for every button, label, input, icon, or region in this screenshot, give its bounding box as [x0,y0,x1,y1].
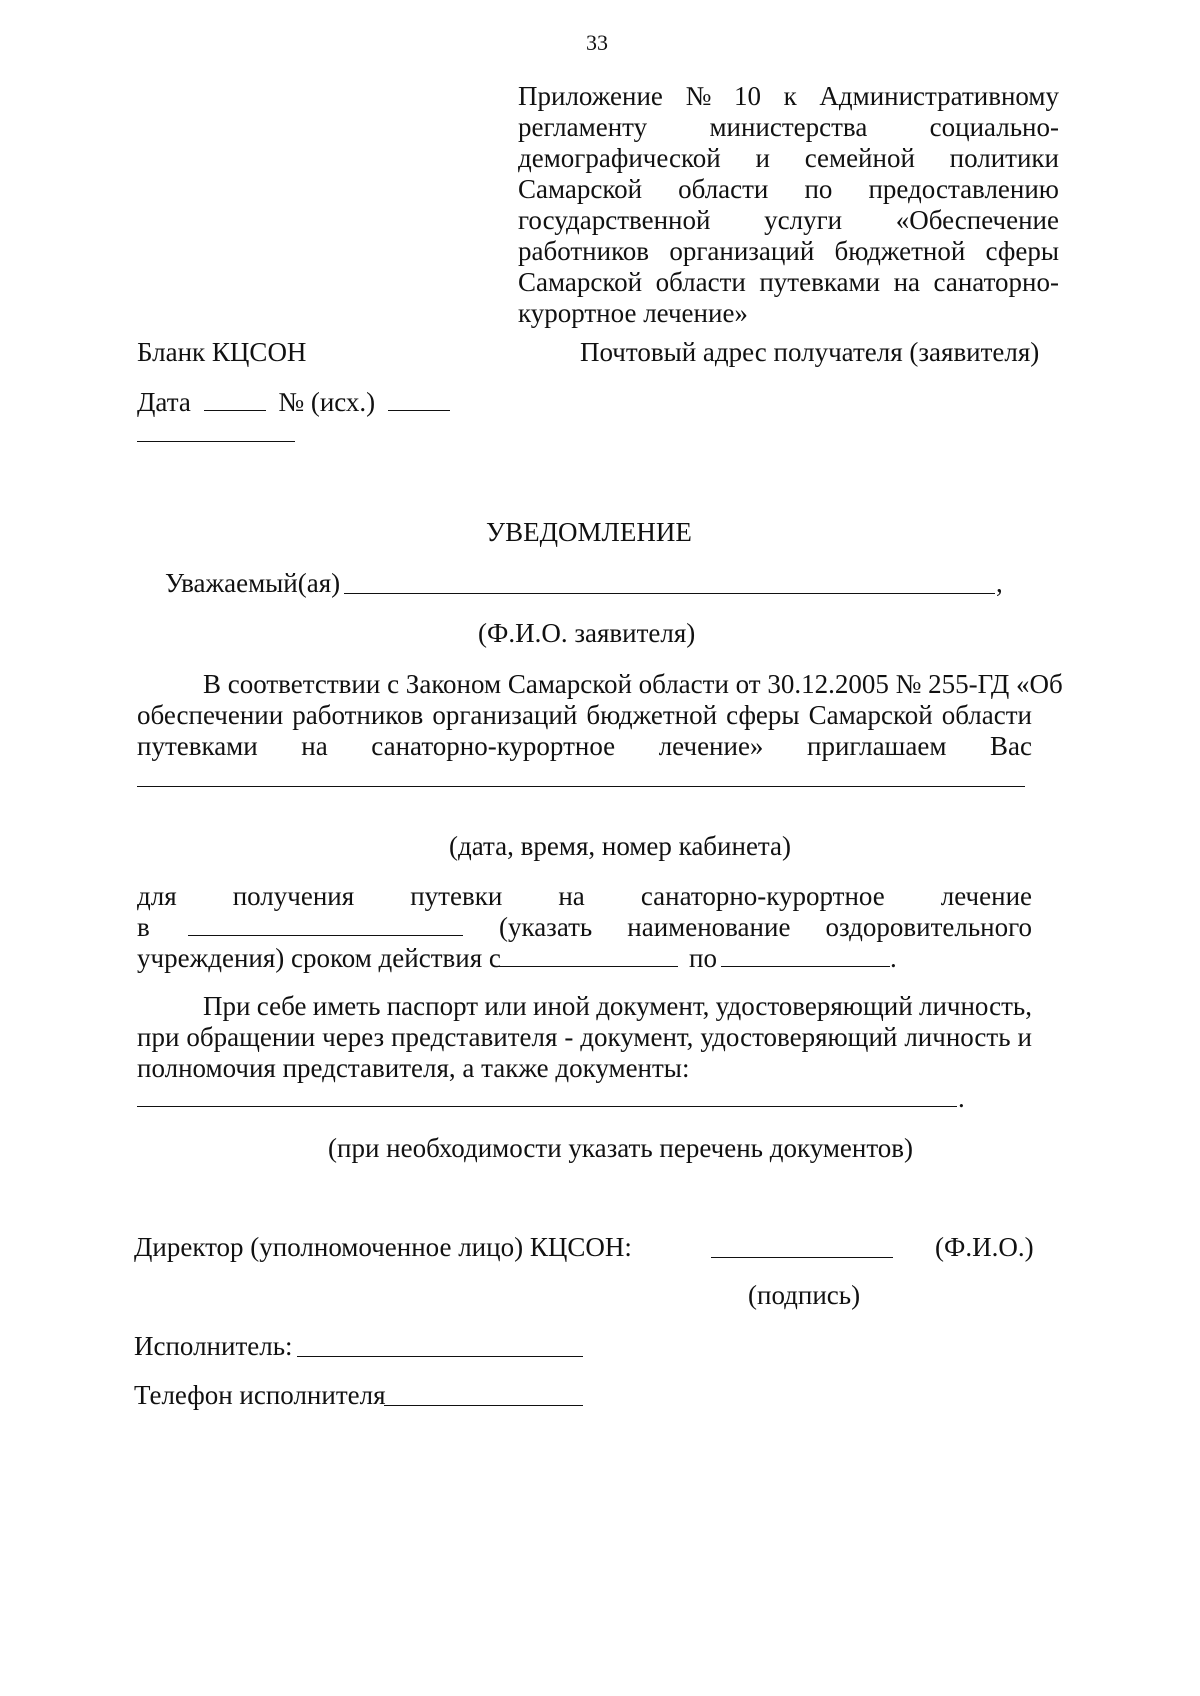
para1-line3 [137,730,1032,763]
para3-end: . [958,1083,965,1113]
blank-label: Бланк КЦСОН [137,337,307,367]
appendix-line [518,235,1059,268]
greeting-comma: , [996,568,1003,598]
word: приглашаем [807,731,947,761]
datetime-field[interactable] [137,786,1025,787]
greeting-label: Уважаемый(ая) [165,568,341,598]
word: путевками [137,731,258,761]
number-label: № (исх.) [278,387,376,417]
word: (указать [499,912,593,942]
valid-to-field[interactable] [721,966,890,967]
para3-line2 [137,1021,1032,1054]
word: или [484,991,527,1021]
word: работников [518,236,650,266]
word: иной [533,991,590,1021]
appendix-line [518,80,1059,113]
appendix-line [518,142,1059,175]
signature-caption: (подпись) [748,1280,861,1310]
word: политики [949,143,1059,173]
para1-line2 [137,699,1032,732]
director-fio-label: (Ф.И.О.) [935,1232,1034,1262]
word: путевками [759,267,881,297]
signature-field[interactable] [711,1257,893,1258]
header-underline [137,441,295,442]
appendix-line [518,297,748,330]
word: паспорт [386,991,479,1021]
word: Административному [819,81,1059,111]
institution-field[interactable] [188,935,463,936]
fio-caption: (Ф.И.О. заявителя) [478,618,696,648]
para1-line1: В соответствии с Законом Самарской области от 30.12.2005 № 255-ГД «Об [203,669,1063,699]
para2-line3-b: по [689,943,717,973]
word: Вас [989,731,1032,761]
word: курортное лечение» [518,298,748,328]
appendix-line [518,173,1059,206]
para2-line1 [137,880,1032,913]
word: оздоровительного [825,912,1032,942]
applicant-name-field[interactable] [344,593,995,594]
word: семейной [804,143,915,173]
word: по [804,174,833,204]
appendix-line [518,204,1059,237]
word: демографической [518,143,721,173]
para2-line3-a: учреждения) сроком действия с [137,943,501,973]
word: получения [232,881,355,911]
word: министерства [709,112,868,142]
word: и [755,143,770,173]
word: удостоверяющий [715,991,913,1021]
para3-line3: полномочия представителя, а также документы: [137,1053,690,1083]
word: документ, [580,1022,694,1052]
address-label: Почтовый адрес получателя (заявителя) [580,337,1040,367]
para2-line2-words [499,911,1032,944]
datetime-caption: (дата, время, номер кабинета) [449,831,792,861]
word: социально- [929,112,1059,142]
phone-field[interactable] [384,1405,583,1406]
word: При [203,991,251,1021]
word: путевки [410,881,503,911]
word: на [301,731,328,761]
director-label: Директор (уполномоченное лицо) КЦСОН: [134,1232,632,1262]
word: санаторно- [933,267,1059,297]
executor-field[interactable] [297,1356,583,1357]
word: представителя [391,1022,558,1052]
word: обращении [186,1022,316,1052]
date-field[interactable] [204,388,266,411]
word: себе [256,991,307,1021]
word: сферы [726,700,800,730]
appendix-line [518,266,1059,299]
word: иметь [312,991,381,1021]
para2-line3-end: . [890,943,897,973]
word: бюджетной [834,236,966,266]
word: работников [292,700,424,730]
appendix-line [518,111,1059,144]
word: санаторно-курортное [640,881,885,911]
docs-caption: (при необходимости указать перечень документов) [328,1133,914,1163]
para3-line1 [203,990,1032,1023]
word: удостоверяющий [700,1022,898,1052]
word: Приложение [518,81,663,111]
word: регламенту [518,112,648,142]
page-number: 33 [586,30,608,55]
word: организаций [669,236,815,266]
word: Самарской [518,174,643,204]
word: организаций [432,700,578,730]
word: личность [904,1022,1011,1052]
word: к [783,81,797,111]
word: для [137,881,177,911]
documents-field[interactable] [137,1106,957,1107]
word: «Обеспечение [895,205,1059,235]
word: Самарской [808,700,933,730]
executor-label: Исполнитель: [134,1331,293,1361]
word: обеспечении [137,700,284,730]
word: при [137,1022,180,1052]
word: государственной [518,205,711,235]
word: № [685,81,712,111]
word: наименование [627,912,791,942]
word: лечение» [658,731,764,761]
word: на [558,881,585,911]
word: через [322,1022,385,1052]
word: на [893,267,921,297]
notice-title: УВЕДОМЛЕНИЕ [486,517,692,547]
number-field[interactable] [388,388,450,411]
word: области [941,700,1032,730]
date-label: Дата [137,387,191,417]
date-row [137,386,450,419]
word: Самарской [518,267,643,297]
word: предоставлению [868,174,1059,204]
word: области [678,174,769,204]
phone-label: Телефон исполнителя [134,1380,386,1410]
para2-in: в [137,912,150,942]
word: санаторно-курортное [371,731,616,761]
word: лечение [940,881,1032,911]
word: документ, [596,991,710,1021]
word: 10 [733,81,761,111]
word: личность, [918,991,1032,1021]
word: бюджетной [586,700,718,730]
word: услуги [764,205,843,235]
word: - [564,1022,574,1052]
valid-from-field[interactable] [495,966,678,967]
word: сферы [985,236,1059,266]
word: области [655,267,746,297]
word: и [1017,1022,1032,1052]
